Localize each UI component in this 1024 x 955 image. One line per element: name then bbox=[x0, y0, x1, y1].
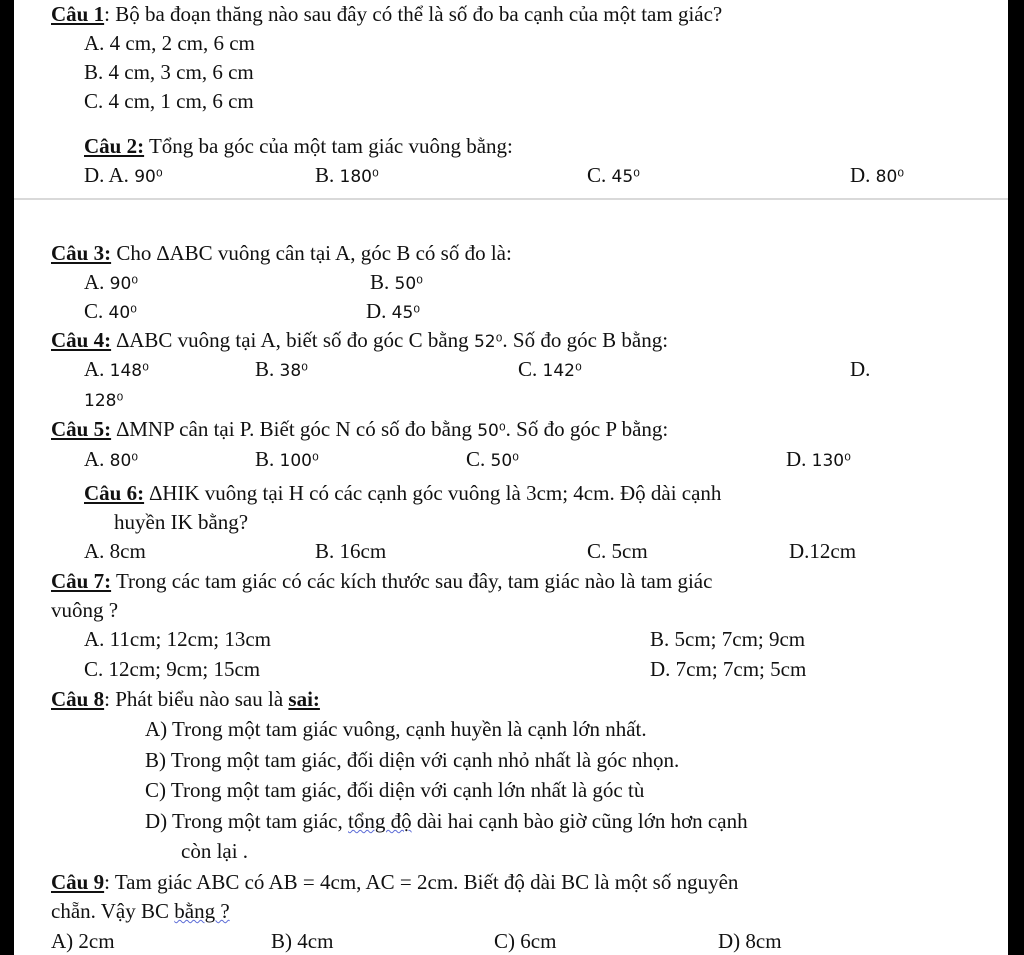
q2-option-d-value: 80⁰ bbox=[875, 167, 905, 187]
q4-stem bbox=[51, 328, 668, 354]
q8-label: Câu 8 bbox=[51, 687, 105, 711]
q1-option-b: B. 4 cm, 3 cm, 6 cm bbox=[84, 60, 254, 84]
q4-option-a bbox=[84, 357, 149, 383]
q2-option-a-value: 90⁰ bbox=[134, 167, 163, 187]
q8-option-a: A) Trong một tam giác vuông, cạnh huyền là cạnh lớn nhất. bbox=[145, 717, 647, 741]
q5-option-a bbox=[84, 447, 138, 473]
q2-option-a bbox=[84, 163, 163, 189]
q7-stem bbox=[51, 569, 712, 593]
q2-label: Câu 2: bbox=[84, 134, 145, 158]
q6-option-d: D.12cm bbox=[789, 539, 857, 563]
q2-option-d bbox=[850, 163, 904, 189]
q6-option-c: C. 5cm bbox=[587, 539, 648, 563]
q4-option-b bbox=[255, 357, 308, 383]
q3-option-b-value: 50⁰ bbox=[394, 274, 423, 294]
q4-text-post: . Số đo góc B bằng: bbox=[502, 328, 669, 352]
q5-option-b-value: 100⁰ bbox=[279, 451, 319, 471]
q1-text: : Bộ ba đoạn thăng nào sau đây có thể là số đo ba cạnh của một tam giác? bbox=[104, 2, 723, 26]
q7-text: Trong các tam giác có các kích thước sau đây, tam giác nào là tam giác bbox=[111, 569, 713, 593]
q2-option-b-prefix: B. bbox=[315, 163, 340, 187]
q3-option-b-prefix: B. bbox=[370, 270, 395, 294]
q5-option-d-prefix: D. bbox=[786, 447, 812, 471]
page-divider bbox=[14, 198, 1008, 200]
q8-stem bbox=[51, 687, 320, 711]
q5-stem bbox=[51, 417, 668, 443]
q2-option-b bbox=[315, 163, 379, 189]
q3-option-d-value: 45⁰ bbox=[391, 303, 421, 323]
q9-label: Câu 9 bbox=[51, 870, 105, 894]
q4-option-c-value: 142⁰ bbox=[542, 361, 582, 381]
q2-option-c-prefix: C. bbox=[587, 163, 612, 187]
q3-option-a bbox=[84, 270, 138, 296]
q7-option-d: D. 7cm; 7cm; 5cm bbox=[650, 657, 807, 681]
q2-stem bbox=[84, 134, 513, 158]
q3-option-a-value: 90⁰ bbox=[109, 274, 139, 294]
q6-stem bbox=[84, 481, 721, 505]
q5-text-pre: ∆MNP cân tại P. Biết góc N có số đo bằng bbox=[111, 417, 478, 441]
q6-stem-line2: huyền IK bằng? bbox=[114, 510, 249, 534]
q5-label: Câu 5: bbox=[51, 417, 112, 441]
q9-option-b: B) 4cm bbox=[271, 929, 334, 953]
q3-label: Câu 3: bbox=[51, 241, 112, 265]
q8-option-d bbox=[145, 809, 748, 833]
q8-option-d-line2: còn lại . bbox=[181, 839, 249, 863]
q4-option-c-prefix: C. bbox=[518, 357, 543, 381]
q7-stem-line2: vuông ? bbox=[51, 598, 119, 622]
q6-option-b: B. 16cm bbox=[315, 539, 387, 563]
q8-text: : Phát biểu nào sau là bbox=[104, 687, 289, 711]
q5-option-b-prefix: B. bbox=[255, 447, 280, 471]
q7-option-a: A. 11cm; 12cm; 13cm bbox=[84, 627, 272, 651]
q5-option-d bbox=[786, 447, 851, 473]
q2-text: Tổng ba góc của một tam giác vuông bằng: bbox=[144, 134, 513, 158]
q3-text: Cho ∆ABC vuông cân tại A, góc B có số đo là: bbox=[111, 241, 512, 265]
q7-option-c: C. 12cm; 9cm; 15cm bbox=[84, 657, 261, 681]
q4-label: Câu 4: bbox=[51, 328, 112, 352]
q1-option-a: A. 4 cm, 2 cm, 6 cm bbox=[84, 31, 255, 55]
q6-label: Câu 6: bbox=[84, 481, 145, 505]
q3-option-d-prefix: D. bbox=[366, 299, 392, 323]
q5-text-value: 50⁰ bbox=[477, 421, 506, 441]
q1-option-c: C. 4 cm, 1 cm, 6 cm bbox=[84, 89, 254, 113]
q2-option-c-value: 45⁰ bbox=[611, 167, 640, 187]
q7-option-b: B. 5cm; 7cm; 9cm bbox=[650, 627, 806, 651]
exam-sheet bbox=[14, 0, 1008, 955]
q6-option-a: A. 8cm bbox=[84, 539, 146, 563]
q9-text: : Tam giác ABC có AB = 4cm, AC = 2cm. Biết độ dài BC là một số nguyên bbox=[104, 870, 739, 894]
q4-option-b-prefix: B. bbox=[255, 357, 280, 381]
q8-option-b: B) Trong một tam giác, đối diện với cạnh nhỏ nhất là góc nhọn. bbox=[145, 748, 680, 772]
q5-option-d-value: 130⁰ bbox=[811, 451, 851, 471]
q4-option-d-value-text: 128⁰ bbox=[84, 391, 124, 411]
q4-text-pre: ∆ABC vuông tại A, biết số đo góc C bằng bbox=[111, 328, 474, 352]
q1-stem bbox=[51, 2, 722, 26]
q9-option-a: A) 2cm bbox=[51, 929, 115, 953]
q5-option-a-value: 80⁰ bbox=[109, 451, 139, 471]
q5-text-post: . Số đo góc P bằng: bbox=[505, 417, 669, 441]
q8-sai: sai: bbox=[288, 687, 320, 711]
q2-option-c bbox=[587, 163, 640, 189]
q9-stem-line2 bbox=[51, 899, 230, 923]
q3-option-d bbox=[366, 299, 420, 325]
q2-option-d-prefix: D. bbox=[850, 163, 876, 187]
q9-option-c: C) 6cm bbox=[494, 929, 557, 953]
q4-option-d-value bbox=[84, 387, 123, 413]
q5-option-a-prefix: A. bbox=[84, 447, 110, 471]
q9-text2-pre: chẵn. Vậy BC bbox=[51, 899, 175, 923]
q3-stem bbox=[51, 241, 512, 265]
q5-option-c-prefix: C. bbox=[466, 447, 491, 471]
q8-option-d-pre: D) Trong một tam giác, bbox=[145, 809, 348, 833]
q5-option-b bbox=[255, 447, 319, 473]
q7-label: Câu 7: bbox=[51, 569, 112, 593]
q3-option-a-prefix: A. bbox=[84, 270, 110, 294]
q9-stem bbox=[51, 870, 738, 894]
q9-text2-wavy: bằng ? bbox=[174, 899, 230, 923]
q4-option-a-value: 148⁰ bbox=[109, 361, 149, 381]
q4-option-b-value: 38⁰ bbox=[279, 361, 308, 381]
q4-option-a-prefix: A. bbox=[84, 357, 110, 381]
q3-option-b bbox=[370, 270, 423, 296]
q2-option-b-value: 180⁰ bbox=[339, 167, 379, 187]
q4-text-value: 52⁰ bbox=[473, 332, 503, 352]
q9-option-d: D) 8cm bbox=[718, 929, 782, 953]
q6-text: ∆HIK vuông tại H có các cạnh góc vuông là 3cm; 4cm. Độ dài cạnh bbox=[144, 481, 722, 505]
q4-option-d-prefix: D. bbox=[850, 357, 871, 381]
q8-option-d-wavy: tổng độ bbox=[348, 809, 412, 833]
q1-label: Câu 1 bbox=[51, 2, 105, 26]
q3-option-c-prefix: C. bbox=[84, 299, 109, 323]
q3-option-c-value: 40⁰ bbox=[108, 303, 137, 323]
q8-option-c: C) Trong một tam giác, đối diện với cạnh lớn nhất là góc tù bbox=[145, 778, 645, 802]
q3-option-c bbox=[84, 299, 137, 325]
q4-option-c bbox=[518, 357, 582, 383]
q5-option-c-value: 50⁰ bbox=[490, 451, 519, 471]
q8-option-d-post: dài hai cạnh bào giờ cũng lớn hơn cạnh bbox=[411, 809, 748, 833]
q2-option-a-prefix: D. A. bbox=[84, 163, 135, 187]
q5-option-c bbox=[466, 447, 519, 473]
